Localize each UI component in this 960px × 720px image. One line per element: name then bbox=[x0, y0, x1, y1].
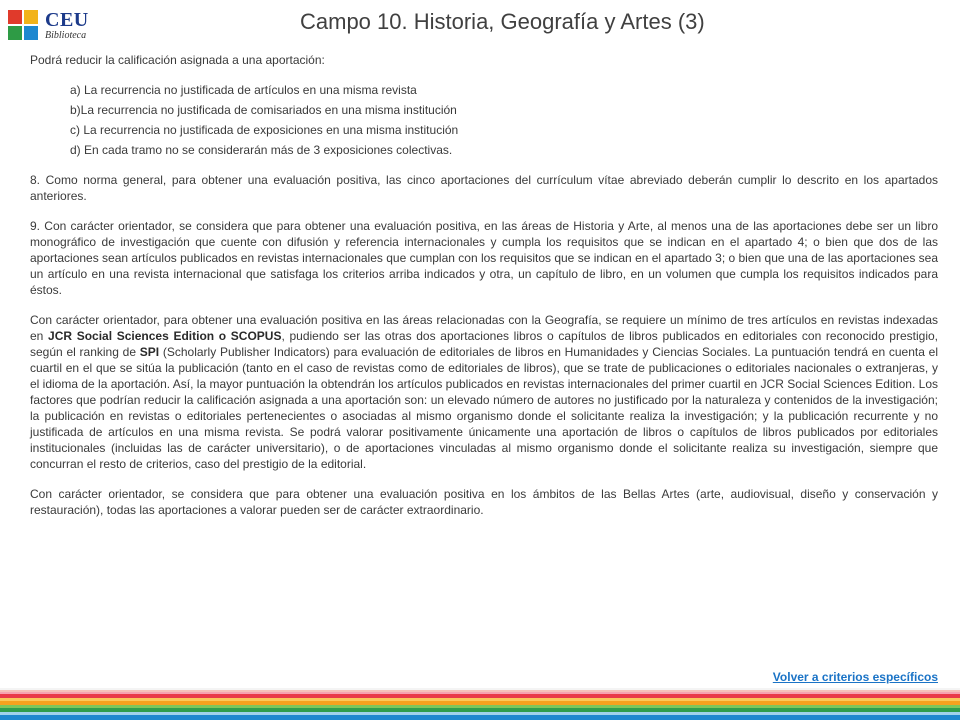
logo-subtitle: Biblioteca bbox=[45, 29, 87, 41]
document-body bbox=[30, 52, 938, 532]
ceu-logo-mark bbox=[8, 10, 38, 40]
page-title: Campo 10. Historia, Geografía y Artes (3) bbox=[300, 9, 705, 34]
paragraph-9: 9. Con carácter orientador, se considera que para obtener una evaluación positiva, en las áreas de Historia y Arte, al menos una de las aportaciones debe ser un libro monográfico de investigación que cuente con difusión y referencia internacionales y cumpla los requisitos que se indican en el apartado 4; o bien que dos de las aportaciones sean artículos publicados en revistas internacionales que cumplan con los requisitos que se indican en el apartado 3; o bien que una de las aportaciones sea un artículo en una revista internacional que satisfaga los criterios arriba indicados y otra, un capítulo de libro, en un volumen que cumpla los requisitos indicados para éstos. bbox=[30, 219, 938, 297]
footer-color-stripes bbox=[0, 688, 960, 720]
paragraph-geography: Con carácter orientador, para obtener una evaluación positiva en las áreas relacionadas con la Geografía, se requiere un mínimo de tres artículos en revistas indexadas en JCR Social Sciences Edition o SCOPUS, pudiendo ser las otras dos aportaciones libros o capítulos de libros publicados en editoriales con reconocido prestigio, según el ranking de SPI (Scholarly Publisher Indicators) para evaluación de editoriales de libros en Humanidades y Ciencias Sociales. La puntuación tendrá en cuenta el cuartil en el que se sitúa la publicación (tanto en el caso de revistas como de editoriales de libros), que se trate de publicaciones o editoriales nacionales o extranjeras, y el idioma de la aportación. Así, la mayor puntuación la obtendrán los artículos publicados en revistas internacionales del primer cuartil en JCR Social Sciences Edition. Los factores que podrían reducir la calificación asignada a una aportación son: un elevado número de autores no justificado por la naturaleza y contenidos de la investigación; la publicación en revistas o editoriales pertenecientes o asociadas al mismo organismo donde el solicitante realiza la investigación; y la publicación recurrente y no justificada de artículos en una misma revista. Se podrá valorar positivamente únicamente una aportación de libros o capítulos de libros publicados por editoriales institucionales (incluidas las de carácter universitario), o de aportaciones vinculadas al mismo organismo donde el solicitante realiza su investigación, siempre que concurran el resto de criterios, caso del prestigio de la editorial. bbox=[30, 313, 938, 471]
logo-square-yellow bbox=[24, 10, 38, 24]
back-to-specific-criteria-link[interactable]: Volver a criterios específicos bbox=[772, 670, 938, 684]
paragraph-fine-arts: Con carácter orientador, se considera que para obtener una evaluación positiva en los ámbitos de las Bellas Artes (arte, audiovisual, diseño y conservación y restauración), todas las aportaciones a valorar pueden ser de carácter extraordinario. bbox=[30, 487, 938, 517]
paragraph-8: 8. Como norma general, para obtener una evaluación positiva, las cinco aportaciones del currículum vítae abreviado deberán cumplir lo descrito en los apartados anteriores. bbox=[30, 173, 938, 203]
logo-name: CEU bbox=[45, 8, 89, 31]
logo-square-blue bbox=[24, 26, 38, 40]
intro-text: Podrá reducir la calificación asignada a una aportación: bbox=[30, 53, 325, 67]
list-item-b: b)La recurrencia no justificada de comisariados en una misma institución bbox=[70, 103, 457, 117]
list-item-d: d) En cada tramo no se considerarán más de 3 exposiciones colectivas. bbox=[70, 143, 453, 157]
spi-emphasis: SPI bbox=[139, 345, 160, 359]
logo-square-green bbox=[8, 26, 22, 40]
footer-stripe bbox=[0, 715, 960, 720]
list-item-a: a) La recurrencia no justificada de artículos en una misma revista bbox=[70, 83, 417, 97]
list-item-c: c) La recurrencia no justificada de exposiciones en una misma institución bbox=[70, 123, 459, 137]
ceu-biblioteca-logo[interactable] bbox=[8, 7, 148, 43]
logo-square-red bbox=[8, 10, 22, 24]
jcr-scopus-emphasis: JCR Social Sciences Edition o SCOPUS bbox=[48, 329, 282, 343]
